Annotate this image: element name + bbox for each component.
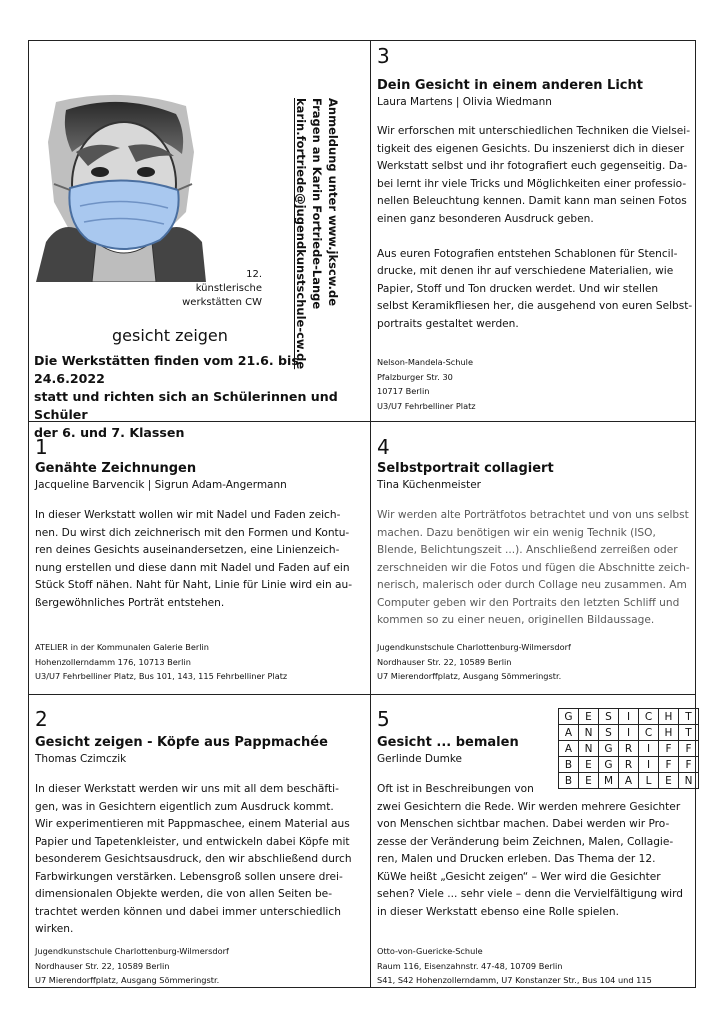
masked-face-drawing-icon [36, 92, 206, 282]
word-grid-cell: R [619, 741, 639, 757]
workshop-address [377, 355, 476, 413]
address-line: Nelson-Mandela-Schule [377, 357, 473, 367]
body-line: zwei Gesichtern die Rede. Wir werden mehrere Gesichter [377, 800, 681, 813]
body-line: In dieser Werkstatt wollen wir mit Nadel und Faden zeich- [35, 509, 341, 521]
body-line: zerschneiden wir die Fotos und fügen die Abschnitte zeich- [377, 561, 690, 574]
registration-email-link[interactable]: karin.fortriede@jugendkunstschule-cw.de [294, 98, 308, 370]
workshop-title: Gesicht zeigen - Köpfe aus Pappmachée [35, 735, 328, 750]
word-grid-cell: T [679, 709, 699, 725]
word-grid-cell: B [559, 757, 579, 773]
workshop-title: Selbstportrait collagiert [377, 461, 554, 476]
word-grid-row [559, 709, 699, 725]
word-grid-cell: G [559, 709, 579, 725]
workshop-description [377, 123, 695, 333]
body-line: besonderem Gesichtsausdruck, den wir abschließend durch [35, 853, 352, 865]
workshop-description [35, 781, 365, 939]
body-line: tigkeit des eigenen Gesichts. Du inszenierst dich in dieser [377, 142, 685, 155]
body-line: ren, Malen und Drucken erleben. Das Thema der 12. [377, 853, 656, 865]
body-line: nung erstellen und diese dann mit Nadel und Faden auf ein [35, 561, 350, 574]
body-line: Oft ist in Beschreibungen von [377, 783, 534, 795]
registration-line-1: Anmeldung unter www.jkscw.de [326, 98, 340, 307]
word-grid-cell: I [619, 709, 639, 725]
body-line: Computer geben wir den Portraits den letzten Schliff und [377, 596, 680, 609]
address-line: U3/U7 Fehrbelliner Platz, Bus 101, 143, 115 Fehrbelliner Platz [35, 671, 288, 681]
word-grid-cell: C [639, 725, 659, 741]
word-grid-cell: R [619, 757, 639, 773]
workshop-label-line: künstlerische [195, 283, 262, 294]
workshop-authors: Jacqueline Barvencik | Sigrun Adam-Angermann [35, 479, 287, 491]
workshop-authors: Gerlinde Dumke [377, 753, 462, 765]
address-line: Jugendkunstschule Charlottenburg-Wilmersdorf [35, 946, 229, 956]
body-line: ßergewöhnliches Porträt entstehen. [35, 596, 225, 609]
word-grid-cell: L [639, 773, 659, 789]
word-grid-cell: G [599, 757, 619, 773]
address-line: Nordhauser Str. 22, 10589 Berlin [377, 656, 512, 667]
word-grid-cell: I [639, 741, 659, 757]
word-grid-cell: E [579, 709, 599, 725]
body-line: bei lernt ihr viele Tricks und Möglichkeiten einer professio- [377, 177, 687, 190]
word-grid-cell: H [659, 709, 679, 725]
body-line: nerisch, malerisch oder durch Collage neu zusammen. Am [377, 579, 687, 591]
row-divider-2 [28, 694, 696, 695]
body-line: Papier, Stoff und Ton drucken werdet. Und wir stellen [377, 282, 659, 295]
word-grid-row [559, 773, 699, 789]
address-line: Raum 116, Eisenzahnstr. 47-48, 10709 Berlin [377, 960, 563, 971]
body-line: Wir erforschen mit unterschiedlichen Techniken die Vielsei- [377, 125, 691, 137]
body-line: zesse der Veränderung beim Zeichnen, Malen, Collagie- [377, 835, 674, 848]
workshop-label-line: werkstätten CW [182, 297, 262, 308]
word-grid-cell: E [579, 773, 599, 789]
word-grid-cell: C [639, 709, 659, 725]
body-line: drucke, mit denen ihr auf verschiedene Materialien, wie [377, 265, 674, 277]
workshop-number: 5 [377, 707, 390, 731]
body-line: von Menschen sichtbar machen. Dabei werden wir Pro- [377, 818, 670, 830]
body-line: machen. Dazu benötigen wir ein wenig Technik (ISO, [377, 526, 656, 539]
registration-line-2: Fragen an Karin Fortriede-Lange [310, 98, 324, 310]
body-line: Aus euren Fotografien entstehen Schablonen für Stencil- [377, 247, 678, 260]
cover-cell [28, 40, 370, 440]
workshop-number: 4 [377, 435, 390, 459]
word-grid-cell: I [619, 725, 639, 741]
address-line: Otto-von-Guericke-Schule [377, 946, 483, 956]
word-grid-cell: N [679, 773, 699, 789]
word-grid-cell: A [559, 725, 579, 741]
address-line: U7 Mierendorffplatz, Ausgang Sömmeringstr. [377, 671, 562, 681]
workshop-address [377, 944, 652, 988]
word-grid-cell: I [639, 757, 659, 773]
address-line: U7 Mierendorffplatz, Ausgang Sömmeringstr. [35, 975, 220, 985]
body-line: portraits gestaltet werden. [377, 317, 519, 330]
body-line: nellen Beleuchtung kennen. Damit kann man seinen Fotos [377, 195, 687, 207]
workshop-authors: Thomas Czimczik [35, 753, 127, 765]
word-grid-cell: F [679, 757, 699, 773]
word-grid-cell: N [579, 725, 599, 741]
word-grid-cell: F [659, 741, 679, 757]
word-grid-cell: F [679, 741, 699, 757]
body-line: sehen? Viele ... sehr viele – denn die Vervielfältigung wird [377, 888, 684, 900]
body-line: ren deines Gesichts auseinandersetzen, eine Linienzeich- [35, 544, 340, 556]
body-line: In dieser Werkstatt werden wir uns mit all dem beschäfti- [35, 783, 339, 795]
intro-line: der 6. und 7. Klassen [34, 425, 185, 440]
body-line: einen ganz besonderen Ausdruck geben. [377, 212, 594, 225]
word-grid-cell: S [599, 725, 619, 741]
workshop-authors: Tina Küchenmeister [377, 479, 481, 491]
body-line: Papier und Tapetenkleister, und entwickeln dabei Köpfe mit [35, 835, 350, 848]
address-line: Nordhauser Str. 22, 10589 Berlin [35, 960, 170, 971]
body-line: wirken. [35, 923, 74, 935]
workshop-label-line: 12. [246, 269, 262, 280]
word-grid-cell: B [559, 773, 579, 789]
address-line: Jugendkunstschule Charlottenburg-Wilmersdorf [377, 642, 571, 652]
word-grid-cell: H [659, 725, 679, 741]
workshop-title: Gesicht ... bemalen [377, 735, 519, 750]
word-grid-cell: G [599, 741, 619, 757]
word-grid-row [559, 725, 699, 741]
workshop-title: Genähte Zeichnungen [35, 461, 197, 476]
word-grid-cell: E [659, 773, 679, 789]
workshop-address [35, 640, 287, 684]
word-grid-cell: T [679, 725, 699, 741]
body-line: nen. Du wirst dich zeichnerisch mit den Formen und Kontu- [35, 526, 350, 539]
word-grid-cell: S [599, 709, 619, 725]
intro-line: Die Werkstätten finden vom 21.6. bis 24.6.2022 [34, 353, 299, 386]
word-grid-row [559, 757, 699, 773]
workshop-description [377, 781, 695, 921]
word-grid-cell: M [599, 773, 619, 789]
word-grid-cell: E [579, 757, 599, 773]
body-line: Farbwirkungen verstärken. Lebensgroß sollen unsere drei- [35, 870, 343, 883]
workshop-2 [35, 707, 365, 985]
workshop-description [377, 507, 695, 630]
workshop-1 [35, 435, 365, 681]
address-line: 10717 Berlin [377, 386, 430, 396]
headline: gesicht zeigen [112, 326, 228, 345]
word-grid-cell: A [619, 773, 639, 789]
workshop-4 [377, 435, 695, 681]
body-line: kommen so zu einer neuen, originellen Bildaussage. [377, 614, 655, 626]
address-line: Pfalzburger Str. 30 [377, 371, 453, 382]
intro-text [34, 352, 368, 442]
body-line: Blende, Belichtungszeit ...). Anschließend zerreißen oder [377, 544, 678, 556]
address-line: S41, S42 Hohenzollerndamm, U7 Konstanzer Str., Bus 104 und 115 [377, 975, 652, 985]
body-line: Werkstatt selbst und ihr fotografiert euch gegenseitig. Da- [377, 160, 688, 172]
workshop-number: 3 [377, 44, 390, 68]
address-line: ATELIER in der Kommunalen Galerie Berlin [35, 642, 209, 652]
body-line: KüWe heißt „Gesicht zeigen“ – Wer wird die Gesichter [377, 870, 661, 883]
body-line: gen, was in Gesichtern eigentlich zum Ausdruck kommt. [35, 800, 334, 813]
word-grid-cell: A [559, 741, 579, 757]
word-grid-cell: N [579, 741, 599, 757]
workshop-3 [377, 44, 695, 411]
body-spacer [377, 228, 695, 246]
workshop-number: 2 [35, 707, 48, 731]
word-grid-row [559, 741, 699, 757]
workshop-number: 1 [35, 435, 48, 459]
body-line: Wir experimentieren mit Pappmaschee, einem Material aus [35, 818, 350, 830]
body-line: trachtet werden können und dabei immer unterschiedlich [35, 905, 341, 918]
word-grid [558, 708, 699, 789]
workshop-title: Dein Gesicht in einem anderen Licht [377, 78, 643, 93]
workshop-address [377, 640, 571, 684]
workshop-address [35, 944, 229, 988]
body-line: Wir werden alte Porträtfotos betrachtet und von uns selbst [377, 509, 689, 521]
word-grid-cell: F [659, 757, 679, 773]
body-line: dimensionalen Objekte werden, die von allen Seiten be- [35, 888, 333, 900]
column-divider [370, 40, 371, 988]
body-line: in dieser Werkstatt ebenso eine Rolle spielen. [377, 905, 619, 918]
workshop-label [128, 268, 262, 310]
address-line: U3/U7 Fehrbelliner Platz [377, 400, 476, 411]
intro-line: statt und richten sich an Schülerinnen und Schüler [34, 389, 338, 422]
body-line: selbst Keramikfliesen her, die ausgehend von euren Selbst- [377, 300, 693, 312]
workshop-description [35, 507, 365, 612]
body-line: Stück Stoff nähen. Naht für Naht, Linie für Linie wird ein au- [35, 579, 353, 591]
address-line: Hohenzollerndamm 176, 10713 Berlin [35, 656, 191, 667]
workshop-authors: Laura Martens | Olivia Wiedmann [377, 96, 552, 108]
